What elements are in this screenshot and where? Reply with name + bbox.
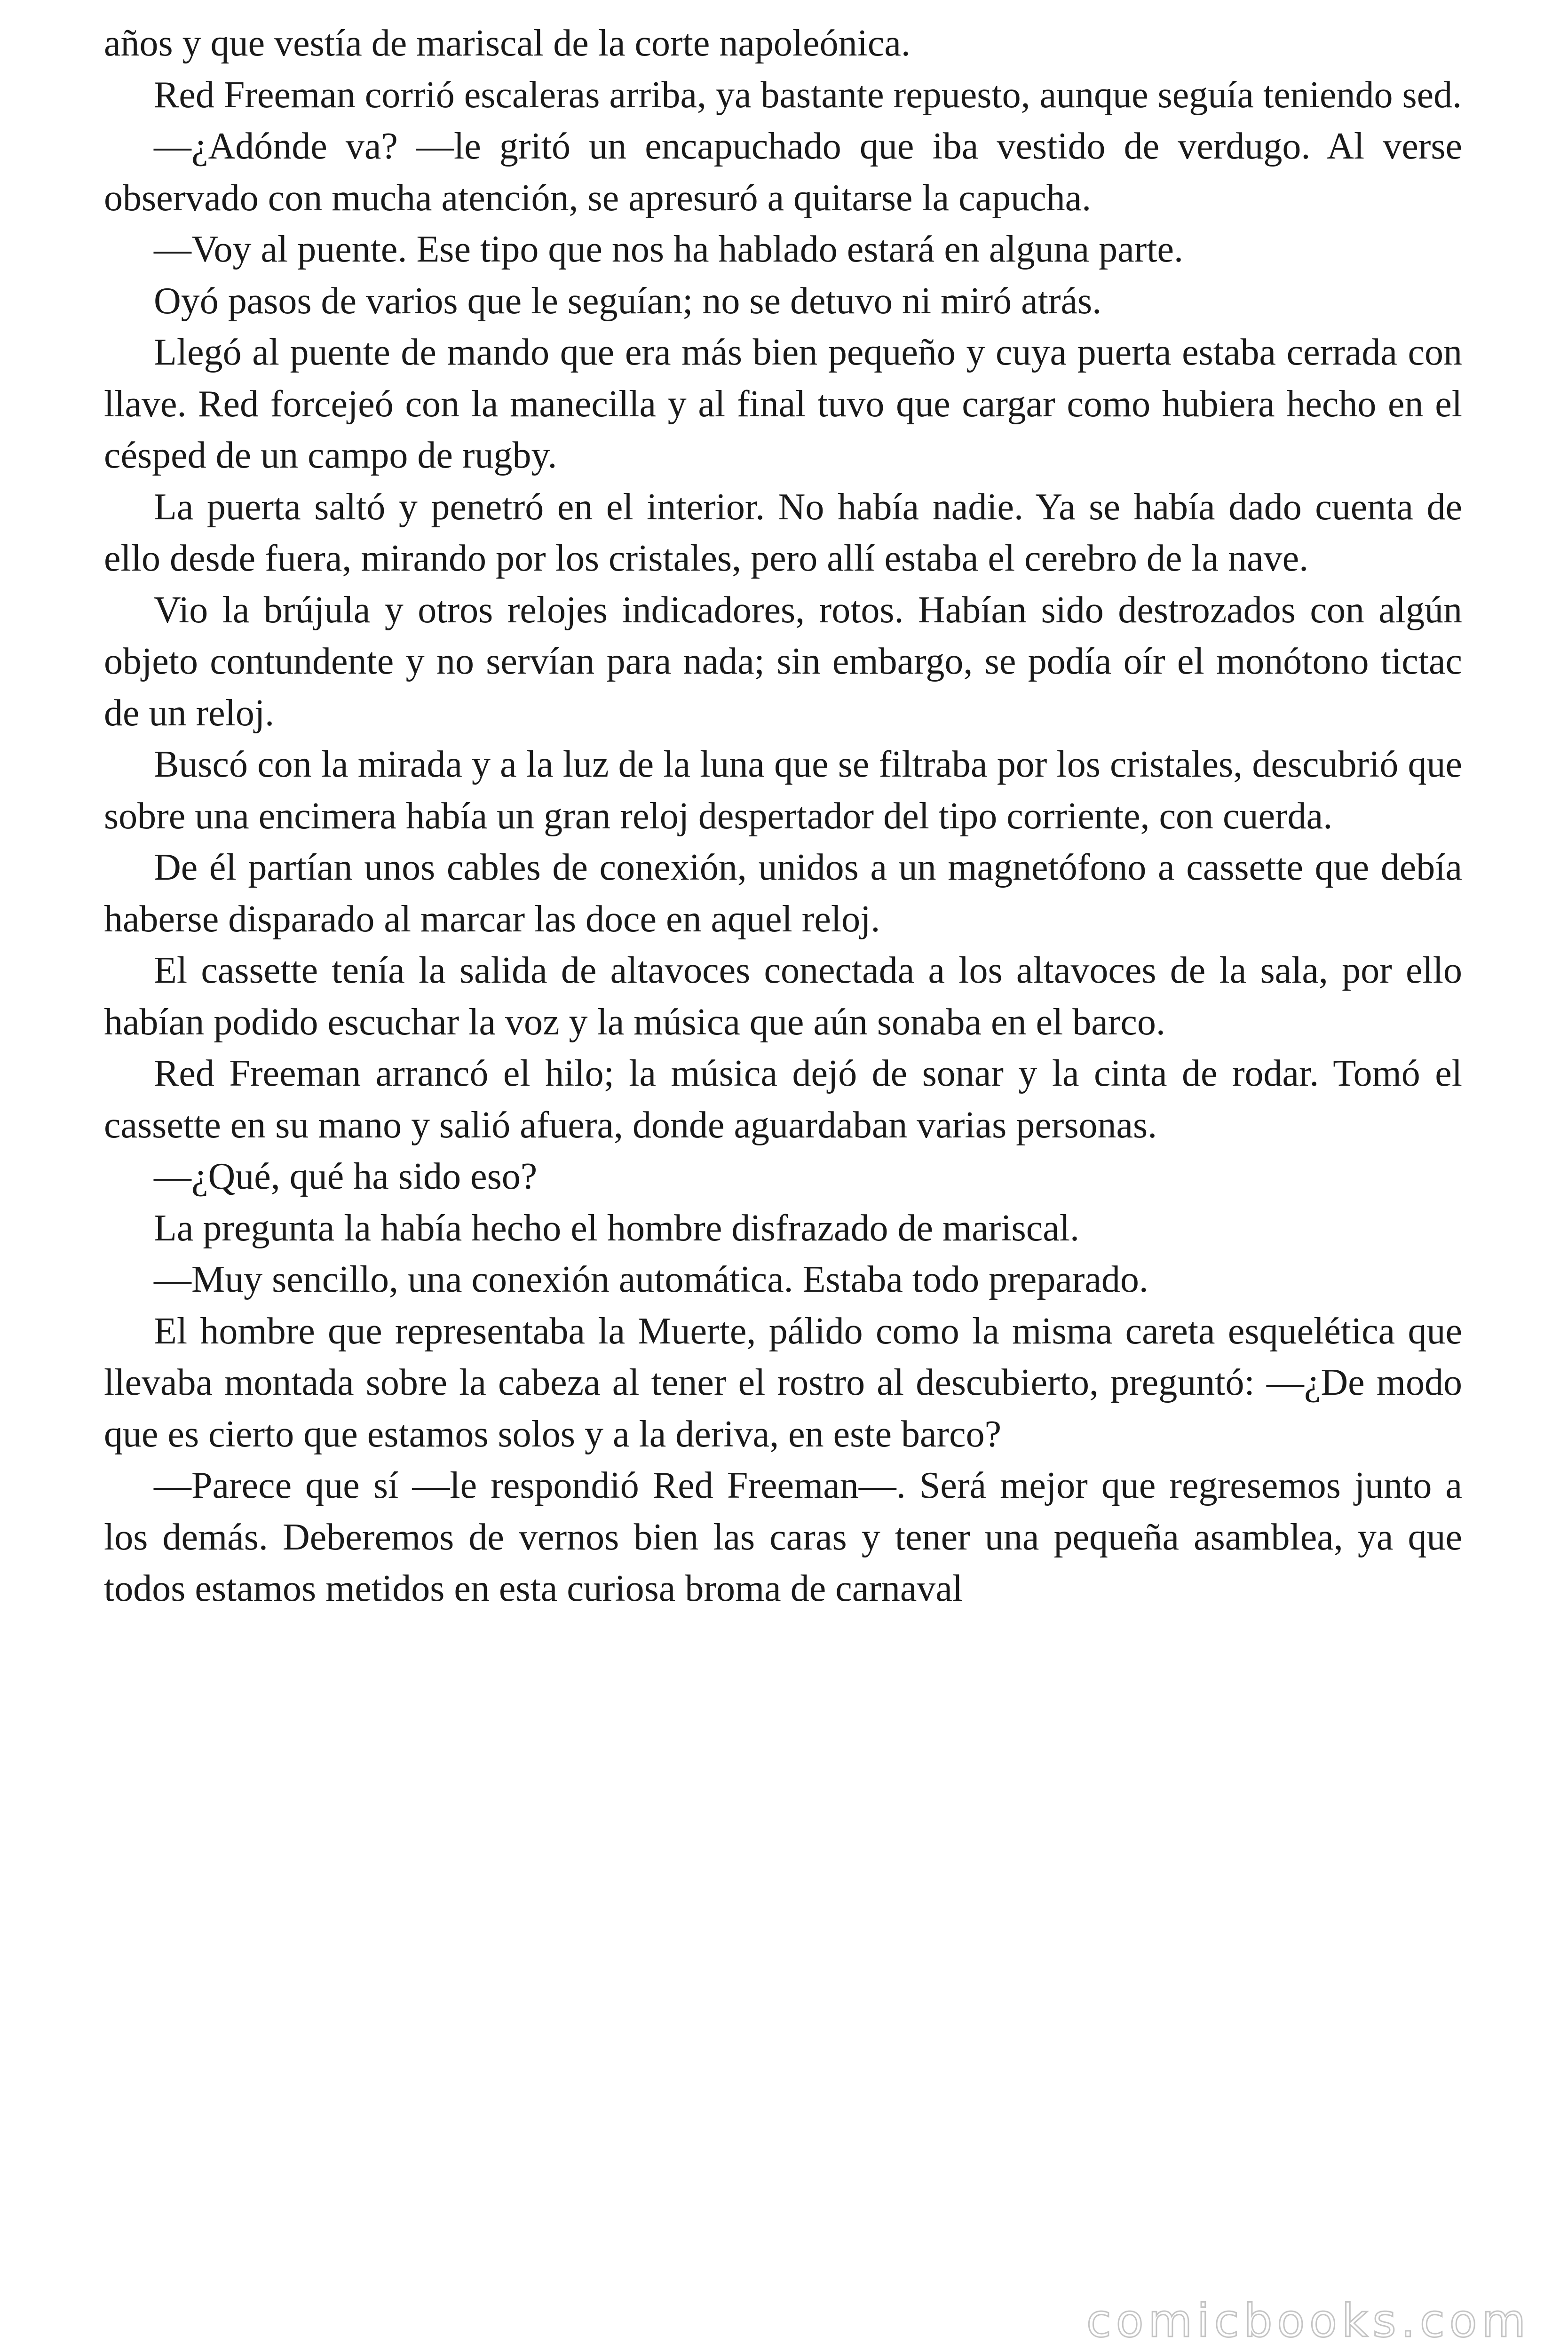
body-text	[104, 18, 1462, 1615]
paragraph: Vio la brújula y otros relojes indicadores, rotos. Habían sido destrozados con algún objeto contundente y no servían para nada; sin embargo, se podía oír el monótono tictac de un reloj.	[104, 589, 1462, 734]
paragraph-continued: años y que vestía de mariscal de la corte napoleónica.	[104, 23, 911, 64]
paragraph: —Parece que sí —le respondió Red Freeman—. Será mejor que regresemos junto a los demás. Deberemos de vernos bien las caras y tener una pequeña asamblea, ya que todos estamos metidos en esta curiosa broma de carnaval	[104, 1465, 1462, 1609]
watermark: comicbooks.com	[1086, 2295, 1530, 2347]
paragraph: Red Freeman corrió escaleras arriba, ya bastante repuesto, aunque seguía teniendo sed.	[154, 74, 1462, 116]
paragraph: —¿Adónde va? —le gritó un encapuchado que iba vestido de verdugo. Al verse observado con mucha atención, se apresuró a quitarse la capucha.	[104, 126, 1462, 219]
paragraph: La pregunta la había hecho el hombre disfrazado de mariscal.	[154, 1207, 1080, 1249]
paragraph: Red Freeman arrancó el hilo; la música dejó de sonar y la cinta de rodar. Tomó el cassette en su mano y salió afuera, donde aguardaban varias personas.	[104, 1053, 1462, 1146]
paragraph: —Muy sencillo, una conexión automática. Estaba todo preparado.	[154, 1259, 1148, 1300]
paragraph: La puerta saltó y penetró en el interior. No había nadie. Ya se había dado cuenta de ello desde fuera, mirando por los cristales, pero allí estaba el cerebro de la nave.	[104, 486, 1462, 579]
paragraph: El hombre que representaba la Muerte, pálido como la misma careta esquelética que llevaba montada sobre la cabeza al tener el rostro al descubierto, preguntó: —¿De modo que es cierto que estamos solos y a la deriva, en este barco?	[104, 1310, 1462, 1455]
paragraph: El cassette tenía la salida de altavoces conectada a los altavoces de la sala, por ello habían podido escuchar la voz y la música que aún sonaba en el barco.	[104, 950, 1462, 1043]
paragraph: —Voy al puente. Ese tipo que nos ha hablado estará en alguna parte.	[154, 229, 1183, 270]
paragraph: De él partían unos cables de conexión, unidos a un magnetófono a cassette que debía haberse disparado al marcar las doce en aquel reloj.	[104, 847, 1462, 940]
paragraph: Buscó con la mirada y a la luz de la luna que se filtraba por los cristales, descubrió que sobre una encimera había un gran reloj despertador del tipo corriente, con cuerda.	[104, 744, 1462, 837]
paragraph: —¿Qué, qué ha sido eso?	[154, 1156, 538, 1197]
paragraph: Oyó pasos de varios que le seguían; no se detuvo ni miró atrás.	[154, 280, 1102, 322]
paragraph: Llegó al puente de mando que era más bien pequeño y cuya puerta estaba cerrada con llave. Red forcejeó con la manecilla y al final tuvo que cargar como hubiera hecho en el césped de un campo de rugby.	[104, 332, 1462, 476]
